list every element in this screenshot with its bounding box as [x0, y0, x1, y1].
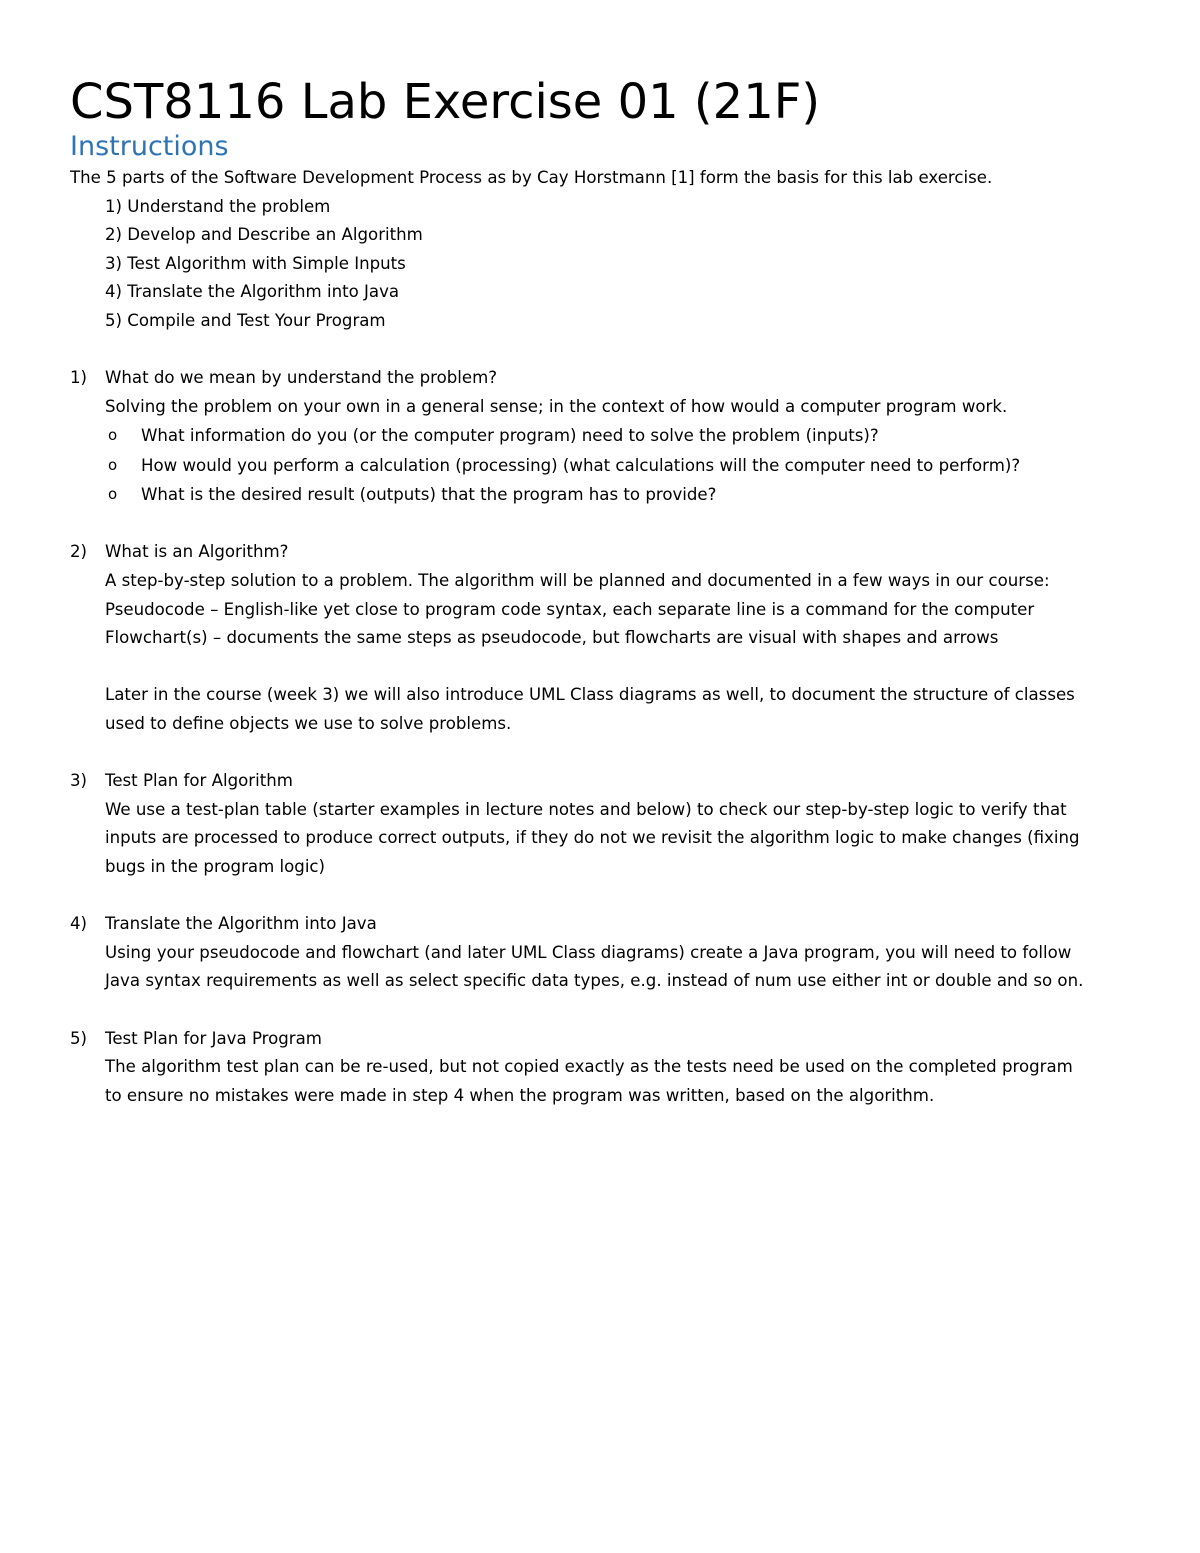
- bullet-marker: o: [108, 485, 118, 504]
- section-test-plan-java: [70, 1025, 1135, 1111]
- bullet-item: [70, 451, 1135, 481]
- section-title: What is an Algorithm?: [105, 542, 289, 562]
- process-step: 2) Develop and Describe an Algorithm: [105, 225, 423, 245]
- section-line: Pseudocode – English-like yet close to program code syntax, each separate line is a command for the computer: [105, 599, 1035, 619]
- section-title: Translate the Algorithm into Java: [105, 914, 377, 934]
- section-line: Later in the course (week 3) we will also introduce UML Class diagrams as well, to document the structure of classes: [105, 685, 1075, 705]
- document-title: CST8116 Lab Exercise 01 (21F): [70, 74, 821, 130]
- section-line: The algorithm test plan can be re-used, but not copied exactly as the tests need be used on the completed program: [105, 1057, 1073, 1077]
- section-line: We use a test-plan table (starter examples in lecture notes and below) to check our step-by-step logic to verify that: [105, 799, 1067, 819]
- bullet-item: [70, 480, 1135, 510]
- section-line: used to define objects we use to solve problems.: [105, 714, 512, 733]
- section-title: Test Plan for Java Program: [105, 1028, 322, 1048]
- process-step: 4) Translate the Algorithm into Java: [105, 282, 400, 302]
- instructions-heading: Instructions: [70, 131, 229, 162]
- section-test-plan-algorithm: [70, 767, 1135, 881]
- section-number: 2): [70, 542, 88, 562]
- section-number: 1): [70, 368, 88, 388]
- section-line: Java syntax requirements as well as select specific data types, e.g. instead of num use either int or double and so on.: [105, 971, 1084, 991]
- section-line: inputs are processed to produce correct outputs, if they do not we revisit the algorithm logic to make changes (fixing: [105, 828, 1080, 848]
- intro-paragraph: The 5 parts of the Software Development Process as by Cay Horstmann [1] form the basis for this lab exercise.: [70, 168, 993, 187]
- section-title: Test Plan for Algorithm: [105, 771, 293, 791]
- section-line: A step-by-step solution to a problem. The algorithm will be planned and documented in a few ways in our course:: [105, 571, 1050, 591]
- process-step: 1) Understand the problem: [105, 196, 331, 216]
- section-line: Using your pseudocode and flowchart (and later UML Class diagrams) create a Java program, you will need to follow: [105, 942, 1072, 962]
- bullet-text: How would you perform a calculation (processing) (what calculations will the computer need to perform)?: [141, 455, 1021, 475]
- process-steps-list: [70, 193, 1135, 336]
- process-step: 3) Test Algorithm with Simple Inputs: [105, 253, 406, 273]
- bullet-item: [70, 421, 1135, 451]
- section-translate-java: [70, 910, 1135, 996]
- bullet-marker: o: [108, 455, 118, 474]
- section-number: 4): [70, 914, 88, 934]
- bullet-marker: o: [108, 426, 118, 445]
- section-line: Flowchart(s) – documents the same steps as pseudocode, but flowcharts are visual with shapes and arrows: [105, 628, 999, 648]
- bullet-text: What information do you (or the computer program) need to solve the problem (inputs)?: [141, 426, 879, 446]
- section-line: to ensure no mistakes were made in step 4 when the program was written, based on the algorithm.: [105, 1085, 935, 1105]
- section-title: What do we mean by understand the problem?: [105, 368, 498, 388]
- section-line: Solving the problem on your own in a general sense; in the context of how would a computer program work.: [105, 396, 1008, 416]
- section-understand-problem: [70, 364, 1135, 510]
- section-line: bugs in the program logic): [105, 856, 326, 876]
- bullet-text: What is the desired result (outputs) that the program has to provide?: [141, 485, 717, 505]
- document-page: [70, 74, 1135, 1110]
- document-body: [70, 164, 1135, 1110]
- section-algorithm: [70, 538, 1135, 738]
- section-number: 5): [70, 1028, 88, 1048]
- section-number: 3): [70, 771, 88, 791]
- process-step: 5) Compile and Test Your Program: [105, 310, 386, 330]
